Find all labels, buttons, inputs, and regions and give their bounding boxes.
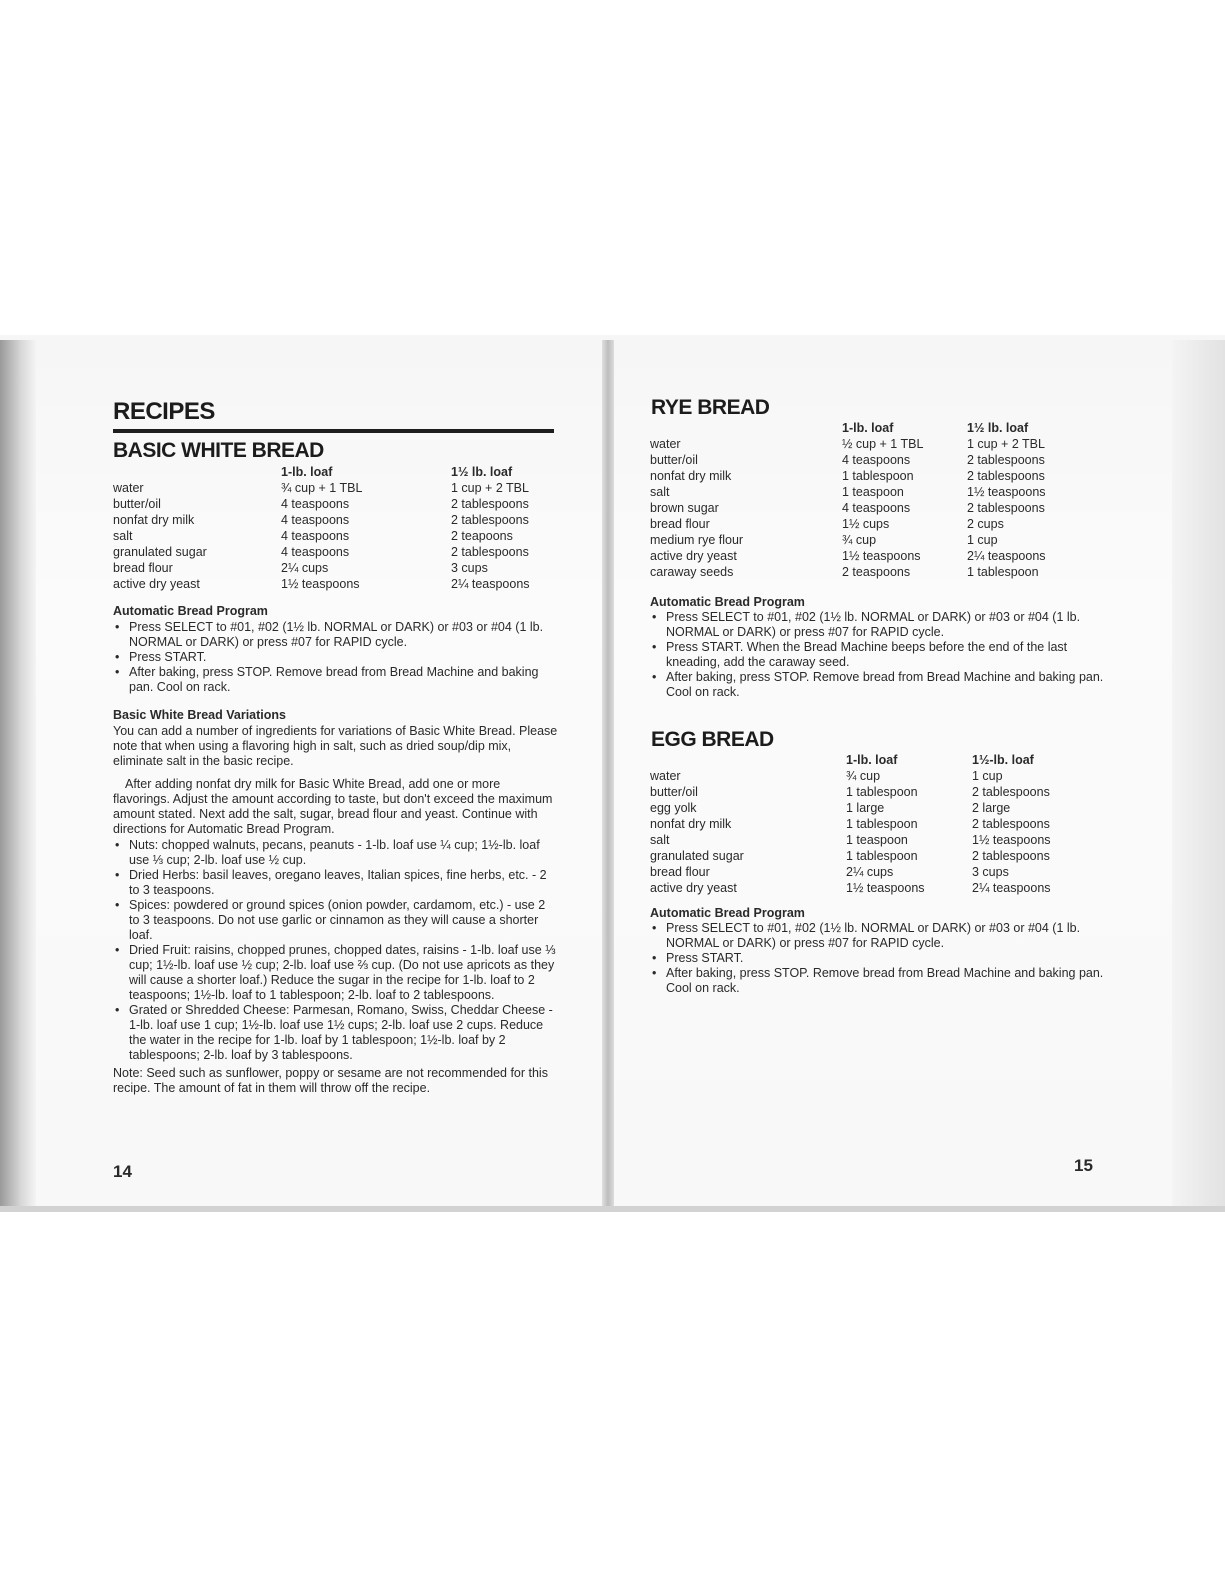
ingredient-amount-large: 2 large bbox=[972, 801, 1011, 815]
ingredient-amount-1lb: 1 teaspoon bbox=[842, 485, 904, 499]
ingredient-amount-1lb: 4 teaspoons bbox=[281, 497, 350, 511]
ingredients-header-row bbox=[113, 464, 558, 480]
ingredient-amount-1lb: 1½ teaspoons bbox=[846, 881, 925, 895]
program-heading: Automatic Bread Program bbox=[113, 604, 268, 618]
ingredient-amount-1lb: ¾ cup + 1 TBL bbox=[281, 481, 363, 495]
variations-intro: You can add a number of ingredients for variations of Basic White Bread. Please note that when using a flavoring high in salt, such as dried soup/dip mix, eliminate salt in the basic recipe. bbox=[113, 724, 558, 768]
book-spine bbox=[602, 340, 614, 1212]
ingredient-amount-1lb: 1½ teaspoons bbox=[281, 577, 360, 591]
left-page bbox=[36, 340, 602, 1212]
column-header: 1-lb. loaf bbox=[842, 421, 894, 435]
ingredient-amount-1lb: 4 teaspoons bbox=[842, 453, 911, 467]
ingredient-amount-1lb: 1 tablespoon bbox=[846, 817, 918, 831]
ingredient-amount-large: 1½ teaspoons bbox=[967, 485, 1046, 499]
ingredient-amount-large: 2 teapoons bbox=[451, 529, 513, 543]
column-header: 1-lb. loaf bbox=[281, 465, 333, 479]
ingredient-name: active dry yeast bbox=[113, 577, 200, 591]
ingredient-row bbox=[650, 848, 1100, 864]
ingredient-row bbox=[650, 784, 1100, 800]
ingredient-name: egg yolk bbox=[650, 801, 697, 815]
ingredient-name: butter/oil bbox=[650, 453, 698, 467]
ingredient-amount-1lb: ½ cup + 1 TBL bbox=[842, 437, 924, 451]
ingredient-name: nonfat dry milk bbox=[650, 469, 732, 483]
ingredient-row bbox=[650, 768, 1100, 784]
page-edge-shadow-right bbox=[1172, 340, 1225, 1212]
ingredient-amount-large: 2 tablespoons bbox=[451, 545, 529, 559]
program-steps bbox=[650, 610, 1110, 700]
variation-item: • Spices: powdered or ground spices (onion powder, cardamom, etc.) - use 2 to 3 teaspoons. Do not use garlic or cinnamon as they will cause a shorter loaf. bbox=[113, 898, 559, 943]
ingredients-table bbox=[650, 420, 1100, 580]
column-header: 1-lb. loaf bbox=[846, 753, 898, 767]
program-step: • Press START. When the Bread Machine beeps before the end of the last kneading, add the caraway seed. bbox=[650, 640, 1110, 670]
ingredient-row bbox=[113, 528, 558, 544]
ingredient-name: nonfat dry milk bbox=[113, 513, 195, 527]
ingredient-amount-1lb: 1 tablespoon bbox=[842, 469, 914, 483]
program-steps bbox=[650, 921, 1110, 996]
page-number: 15 bbox=[1074, 1156, 1093, 1175]
variations-list bbox=[113, 838, 559, 1063]
ingredient-name: salt bbox=[113, 529, 133, 543]
variation-item: • Nuts: chopped walnuts, pecans, peanuts - 1-lb. loaf use ¼ cup; 1½-lb. loaf use ⅓ cup; 2-lb. loaf use ½ cup. bbox=[113, 838, 559, 868]
ingredient-amount-1lb: ¾ cup bbox=[846, 769, 881, 783]
ingredient-amount-large: 3 cups bbox=[972, 865, 1009, 879]
ingredient-name: active dry yeast bbox=[650, 549, 737, 563]
ingredients-header-row bbox=[650, 420, 1100, 436]
variations-note: Note: Seed such as sunflower, poppy or sesame are not recommended for this recipe. The amount of fat in them will throw off the recipe. bbox=[113, 1066, 548, 1095]
ingredient-amount-1lb: 1 teaspoon bbox=[846, 833, 908, 847]
ingredient-row bbox=[113, 496, 558, 512]
ingredient-amount-large: 2¼ teaspoons bbox=[972, 881, 1051, 895]
ingredients-header-row bbox=[650, 752, 1100, 768]
ingredient-amount-large: 1 tablespoon bbox=[967, 565, 1039, 579]
ingredient-amount-large: 3 cups bbox=[451, 561, 488, 575]
variation-item: • Grated or Shredded Cheese: Parmesan, Romano, Swiss, Cheddar Cheese - 1-lb. loaf use 1 cup; 1½-lb. loaf use 1½ cups; 2-lb. loaf use 2 cups. Reduce the water in the recipe for 1-lb. loaf by 1 tablespoon; 1½-lb. loaf by 2 tablespoons; 2-lb. loaf by 3 tablespoons. bbox=[113, 1003, 559, 1063]
ingredient-amount-large: 2 tablespoons bbox=[451, 497, 529, 511]
program-steps bbox=[113, 620, 559, 695]
ingredient-amount-large: 2¼ teaspoons bbox=[451, 577, 530, 591]
ingredients-table bbox=[650, 752, 1100, 896]
recipe-title: EGG BREAD bbox=[651, 728, 774, 751]
ingredient-amount-1lb: 2 teaspoons bbox=[842, 565, 911, 579]
ingredient-name: bread flour bbox=[650, 865, 710, 879]
ingredient-amount-1lb: 2¼ cups bbox=[281, 561, 329, 575]
ingredient-amount-1lb: 1½ teaspoons bbox=[842, 549, 921, 563]
program-step: • After baking, press STOP. Remove bread from Bread Machine and baking pan. Cool on rack. bbox=[650, 670, 1110, 700]
ingredient-name: caraway seeds bbox=[650, 565, 734, 579]
ingredient-amount-1lb: 1 large bbox=[846, 801, 885, 815]
ingredient-amount-large: 2 cups bbox=[967, 517, 1004, 531]
ingredient-amount-large: 1½ teaspoons bbox=[972, 833, 1051, 847]
ingredient-name: water bbox=[650, 769, 681, 783]
column-header: 1½ lb. loaf bbox=[967, 421, 1029, 435]
program-heading: Automatic Bread Program bbox=[650, 906, 805, 920]
ingredient-amount-large: 2 tablespoons bbox=[972, 785, 1050, 799]
ingredient-amount-1lb: 2¼ cups bbox=[846, 865, 894, 879]
ingredient-row bbox=[650, 484, 1100, 500]
ingredient-amount-large: 1 cup bbox=[967, 533, 998, 547]
ingredient-amount-1lb: 4 teaspoons bbox=[281, 513, 350, 527]
ingredient-amount-large: 2¼ teaspoons bbox=[967, 549, 1046, 563]
ingredient-name: brown sugar bbox=[650, 501, 719, 515]
ingredient-name: salt bbox=[650, 833, 670, 847]
ingredient-row bbox=[650, 500, 1100, 516]
ingredient-amount-1lb: 1 tablespoon bbox=[846, 785, 918, 799]
ingredient-name: granulated sugar bbox=[113, 545, 207, 559]
page-number: 14 bbox=[113, 1162, 132, 1181]
ingredient-row bbox=[650, 436, 1100, 452]
ingredient-amount-1lb: 1 tablespoon bbox=[846, 849, 918, 863]
ingredient-amount-large: 1 cup + 2 TBL bbox=[451, 481, 529, 495]
ingredient-row bbox=[650, 468, 1100, 484]
ingredient-row bbox=[650, 832, 1100, 848]
program-step: • Press START. bbox=[113, 650, 559, 665]
ingredient-row bbox=[650, 564, 1100, 580]
ingredient-row bbox=[113, 544, 558, 560]
ingredient-name: bread flour bbox=[650, 517, 710, 531]
right-page bbox=[614, 340, 1172, 1212]
ingredient-name: butter/oil bbox=[113, 497, 161, 511]
ingredient-name: medium rye flour bbox=[650, 533, 744, 547]
ingredient-row bbox=[113, 560, 558, 576]
ingredient-row bbox=[113, 576, 558, 592]
ingredient-amount-1lb: 4 teaspoons bbox=[281, 529, 350, 543]
ingredient-name: water bbox=[650, 437, 681, 451]
ingredient-amount-large: 2 tablespoons bbox=[972, 817, 1050, 831]
ingredient-row bbox=[650, 452, 1100, 468]
ingredient-amount-large: 2 tablespoons bbox=[451, 513, 529, 527]
program-step: • Press SELECT to #01, #02 (1½ lb. NORMAL or DARK) or #03 or #04 (1 lb. NORMAL or DARK) or press #07 for RAPID cycle. bbox=[113, 620, 559, 650]
program-step: • After baking, press STOP. Remove bread from Bread Machine and baking pan. Cool on rack. bbox=[650, 966, 1110, 996]
program-step: • After baking, press STOP. Remove bread from Bread Machine and baking pan. Cool on rack. bbox=[113, 665, 559, 695]
column-header: 1½ lb. loaf bbox=[451, 465, 513, 479]
ingredient-name: water bbox=[113, 481, 144, 495]
ingredient-amount-1lb: 4 teaspoons bbox=[281, 545, 350, 559]
ingredients-table bbox=[113, 464, 558, 592]
column-header: 1½-lb. loaf bbox=[972, 753, 1034, 767]
ingredient-name: nonfat dry milk bbox=[650, 817, 732, 831]
program-step: • Press SELECT to #01, #02 (1½ lb. NORMAL or DARK) or #03 or #04 (1 lb. NORMAL or DARK) or press #07 for RAPID cycle. bbox=[650, 610, 1110, 640]
ingredient-amount-large: 2 tablespoons bbox=[972, 849, 1050, 863]
ingredient-amount-large: 2 tablespoons bbox=[967, 501, 1045, 515]
recipe-title: RYE BREAD bbox=[651, 396, 770, 419]
section-heading: RECIPES bbox=[113, 398, 215, 425]
ingredient-amount-large: 1 cup bbox=[972, 769, 1003, 783]
program-step: • Press START. bbox=[650, 951, 1110, 966]
ingredient-amount-1lb: ¾ cup bbox=[842, 533, 877, 547]
ingredient-name: salt bbox=[650, 485, 670, 499]
ingredient-name: butter/oil bbox=[650, 785, 698, 799]
ingredient-row bbox=[113, 512, 558, 528]
variation-item: • Dried Herbs: basil leaves, oregano leaves, Italian spices, fine herbs, etc. - 2 to 3 teaspoons. bbox=[113, 868, 559, 898]
ingredient-name: active dry yeast bbox=[650, 881, 737, 895]
ingredient-amount-1lb: 4 teaspoons bbox=[842, 501, 911, 515]
recipe-title: BASIC WHITE BREAD bbox=[113, 439, 324, 462]
ingredient-row bbox=[650, 532, 1100, 548]
variations-instructions: After adding nonfat dry milk for Basic White Bread, add one or more flavorings. Adjust the amount according to taste, but don't exceed the maximum amount stated. Next add the salt, sugar, bread flour and yeast. Continue with directions for Automatic Bread Program. bbox=[113, 777, 553, 836]
ingredient-row bbox=[650, 864, 1100, 880]
ingredient-amount-large: 2 tablespoons bbox=[967, 469, 1045, 483]
variations-heading: Basic White Bread Variations bbox=[113, 708, 286, 722]
program-heading: Automatic Bread Program bbox=[650, 595, 805, 609]
ingredient-row bbox=[650, 516, 1100, 532]
ingredient-amount-large: 1 cup + 2 TBL bbox=[967, 437, 1045, 451]
ingredient-row bbox=[650, 816, 1100, 832]
ingredient-amount-large: 2 tablespoons bbox=[967, 453, 1045, 467]
ingredient-row bbox=[650, 548, 1100, 564]
page-edge-shadow-left bbox=[0, 340, 36, 1212]
ingredient-row bbox=[113, 480, 558, 496]
ingredient-amount-1lb: 1½ cups bbox=[842, 517, 890, 531]
heading-rule bbox=[113, 429, 554, 433]
ingredient-row bbox=[650, 880, 1100, 896]
program-step: • Press SELECT to #01, #02 (1½ lb. NORMAL or DARK) or #03 or #04 (1 lb. NORMAL or DARK) or press #07 for RAPID cycle. bbox=[650, 921, 1110, 951]
ingredient-row bbox=[650, 800, 1100, 816]
variation-item: • Dried Fruit: raisins, chopped prunes, chopped dates, raisins - 1-lb. loaf use ⅓ cup; 1½-lb. loaf use ½ cup; 2-lb. loaf use ⅔ cup. (Do not use apricots as they will cause a shorter loaf.) Reduce the sugar in the recipe for 1-lb. loaf to 2 teaspoons; 1½-lb. loaf to 1 tablespoon; 2-lb. loaf to 2 tablespoons. bbox=[113, 943, 559, 1003]
ingredient-name: bread flour bbox=[113, 561, 173, 575]
ingredient-name: granulated sugar bbox=[650, 849, 744, 863]
